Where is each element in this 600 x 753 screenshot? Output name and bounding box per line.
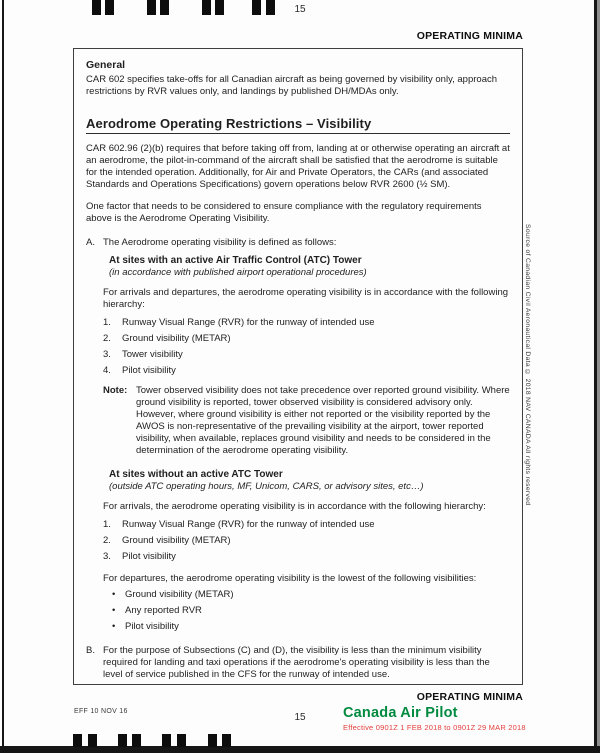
- list-text: Ground visibility (METAR): [125, 589, 234, 600]
- scan-edge-left: [2, 0, 4, 753]
- page-number-bottom: 15: [294, 712, 306, 723]
- list-text: Ground visibility (METAR): [122, 535, 231, 546]
- list-item: [112, 621, 510, 633]
- list-number: 1.: [103, 519, 111, 530]
- section-paragraph-2: One factor that needs to be considered to ensure compliance with the regulatory requirements above is the Aerodrome Operating Visibility.: [86, 201, 482, 224]
- registration-bar: [147, 0, 156, 15]
- list-item: [103, 349, 510, 361]
- section-heading: Aerodrome Operating Restrictions – Visibility: [86, 112, 510, 134]
- registration-bar: [88, 734, 97, 747]
- departures-intro: For departures, the aerodrome operating visibility is the lowest of the following visibilities:: [103, 573, 477, 584]
- item-a-body: [103, 237, 510, 641]
- publication-title: Canada Air Pilot: [343, 705, 458, 721]
- no-atc-tower-subheading: (outside ATC operating hours, MF, Unicom, CARS, or advisory sites, etc…): [109, 481, 424, 492]
- no-atc-tower-hierarchy-list: [103, 519, 510, 563]
- registration-bar: [202, 0, 211, 15]
- registration-bar: [73, 734, 82, 747]
- list-item: [103, 317, 510, 329]
- footer-operating-minima: OPERATING MINIMA: [416, 691, 523, 703]
- list-text: Pilot visibility: [122, 551, 176, 562]
- list-item-a: [86, 237, 510, 641]
- registration-bar: [105, 0, 114, 15]
- copyright-side-note: Source of Canadian Civil Aeronautical Data © 2018 NAV CANADA All rights reserved: [524, 224, 531, 506]
- list-item: [112, 589, 510, 601]
- list-number: 3.: [103, 551, 111, 562]
- registration-bar: [215, 0, 224, 15]
- publication-effective-range: Effective 0901Z 1 FEB 2018 to 0901Z 29 MAR 2018: [343, 723, 526, 732]
- list-text: Pilot visibility: [122, 365, 176, 376]
- item-a-text: The Aerodrome operating visibility is defined as follows:: [103, 237, 337, 248]
- section-paragraph-1: CAR 602.96 (2)(b) requires that before taking off from, landing at or otherwise operating an aircraft at an aerodrome, the pilot-in-command of the aircraft shall be satisfied that the aerodrome is suitable for the intended operation. Additionally, for Air and Private Operators, the CARs (and associated Standards and Operations Specifications) govern operations below RVR 2600 (½ SM).: [86, 143, 510, 190]
- list-number: 2.: [103, 333, 111, 344]
- atc-tower-intro: For arrivals and departures, the aerodrome operating visibility is in accordance with the following hierarchy:: [103, 287, 509, 310]
- list-item: [103, 519, 510, 531]
- bullet-glyph: •: [112, 605, 116, 616]
- general-paragraph: CAR 602 specifies take-offs for all Canadian aircraft as being governed by visibility only, approach restrictions by RVR values only, and landings by published DH/MDAs only.: [86, 74, 498, 97]
- list-item-b: [86, 645, 510, 681]
- registration-bar: [160, 0, 169, 15]
- page-number-top: 15: [294, 4, 306, 15]
- registration-bar: [132, 734, 141, 747]
- list-text: Runway Visual Range (RVR) for the runway of intended use: [122, 519, 375, 530]
- registration-bar: [92, 0, 101, 15]
- scan-edge-bottom: [0, 746, 600, 753]
- item-b-text: For the purpose of Subsections (C) and (D), the visibility is less than the minimum visibility required for landing and taxi operations if the aerodrome's operating visibility is less than the level of service published in the CFS for the runway of intended use.: [103, 645, 490, 680]
- list-item: [112, 605, 510, 617]
- content-box: [73, 48, 523, 685]
- registration-bar: [252, 0, 261, 15]
- list-item: [103, 333, 510, 345]
- registration-bar: [118, 734, 127, 747]
- no-atc-tower-heading: At sites without an active ATC Tower: [109, 469, 283, 480]
- list-number: 3.: [103, 349, 111, 360]
- bullet-glyph: •: [112, 589, 116, 600]
- list-text: Pilot visibility: [125, 621, 179, 632]
- list-item: [103, 551, 510, 563]
- registration-bar: [177, 734, 186, 747]
- note-block: [103, 385, 510, 457]
- list-number: 1.: [103, 317, 111, 328]
- item-a-label: A.: [86, 237, 95, 248]
- list-item: [103, 365, 510, 377]
- header-operating-minima: OPERATING MINIMA: [416, 30, 523, 42]
- departures-list: [112, 589, 510, 633]
- list-text: Any reported RVR: [125, 605, 202, 616]
- list-text: Ground visibility (METAR): [122, 333, 231, 344]
- publication-block: [343, 705, 573, 732]
- effective-date-code: EFF 10 NOV 16: [74, 708, 128, 715]
- general-heading: General: [86, 59, 126, 71]
- bullet-glyph: •: [112, 621, 116, 632]
- list-number: 4.: [103, 365, 111, 376]
- atc-tower-hierarchy-list: [103, 317, 510, 377]
- no-atc-tower-intro: For arrivals, the aerodrome operating visibility is in accordance with the following hierarchy:: [103, 501, 486, 512]
- registration-bar: [222, 734, 231, 747]
- list-text: Tower visibility: [122, 349, 183, 360]
- registration-bar: [208, 734, 217, 747]
- list-item: [103, 535, 510, 547]
- note-label: Note:: [103, 385, 128, 396]
- list-number: 2.: [103, 535, 111, 546]
- note-text: Tower observed visibility does not take precedence over reported ground visibility. Where ground visibility is reported, tower observed visibility is considered advisory only. However, where ground visibility is either not reported or the visibility reported by the AWOS is non-representative of the prevailing visibility at the airport, tower reported visibility, when available, replaces ground visibility and needs to be considered in the determination of the aerodrome operating visibility.: [136, 385, 510, 456]
- list-text: Runway Visual Range (RVR) for the runway of intended use: [122, 317, 375, 328]
- item-b-label: B.: [86, 645, 95, 656]
- atc-tower-subheading: (in accordance with published airport operational procedures): [109, 267, 367, 278]
- atc-tower-heading: At sites with an active Air Traffic Control (ATC) Tower: [109, 255, 362, 266]
- registration-bar: [162, 734, 171, 747]
